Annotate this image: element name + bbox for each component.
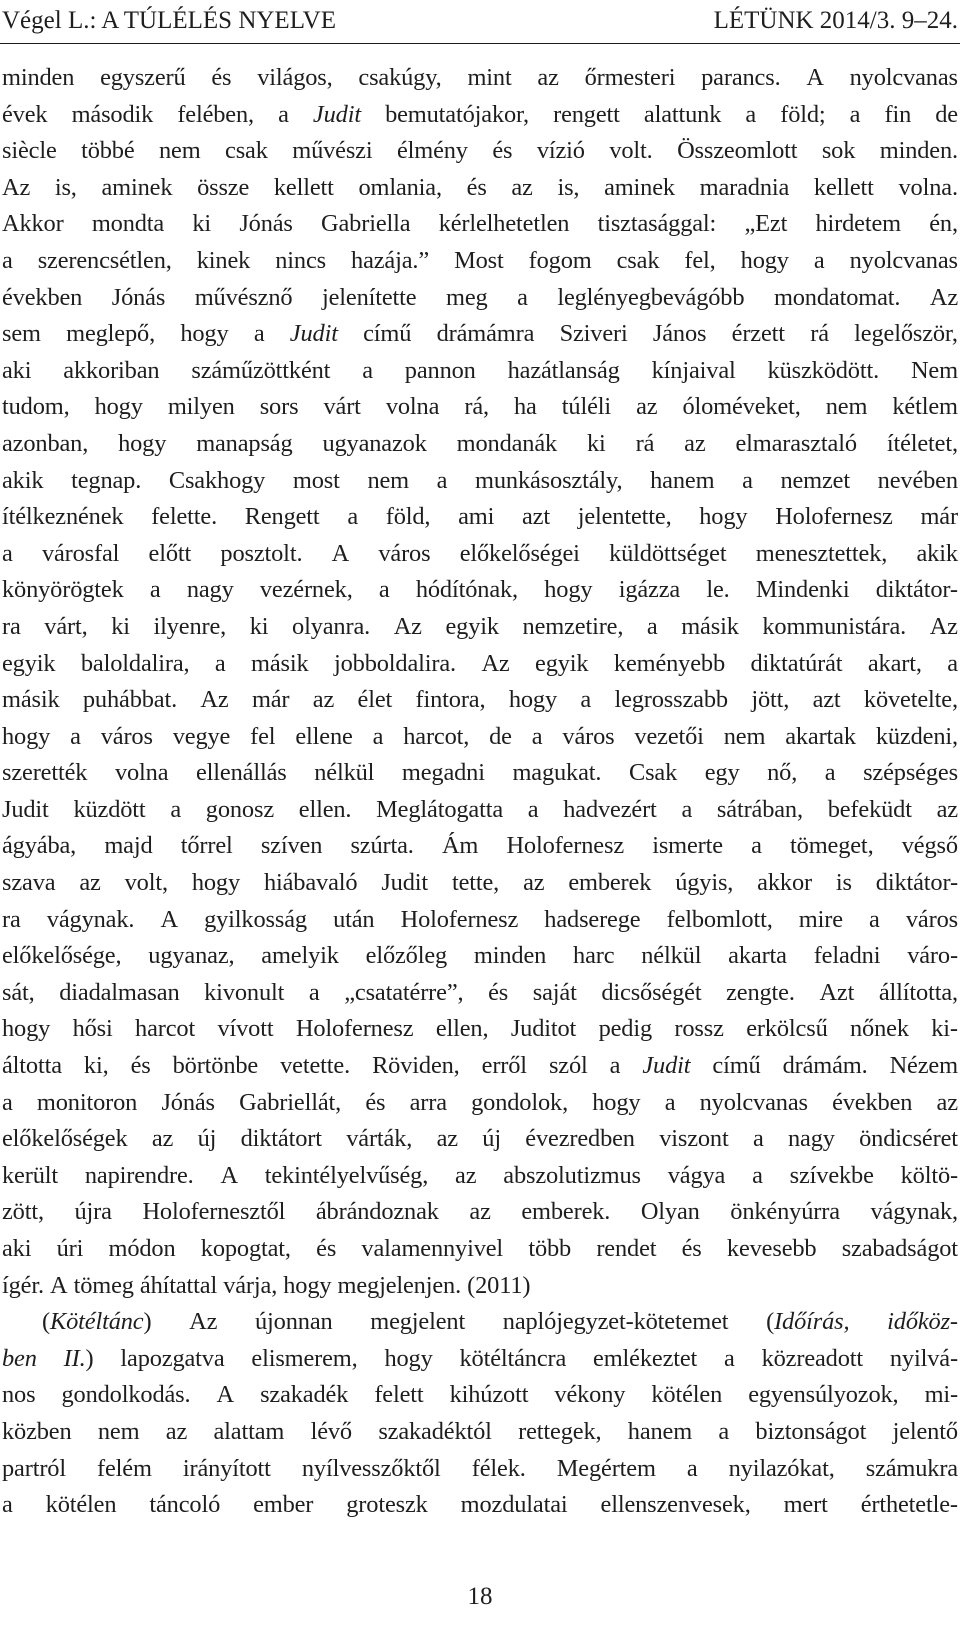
text-line: tudom, hogy milyen sors várt volna rá, ha túléli az óloméveket, nem kétlem — [2, 393, 958, 421]
text-line: szerették volna ellenállás nélkül megadni magukat. Csak egy nő, a szépséges — [2, 759, 958, 787]
text-line: ígér. A tömeg áhítattal várja, hogy megjelenjen. (2011) — [2, 1271, 531, 1299]
text-line: könyörögtek a nagy vezérnek, a hódítónak, hogy igázza le. Mindenki diktátor- — [2, 576, 958, 604]
running-header — [0, 6, 958, 42]
text-line: Akkor mondta ki Jónás Gabriella kérlelhetetlen tisztasággal: „Ezt hirdetem én, — [2, 210, 958, 238]
text-line: partról felém irányított nyílvesszőktől félek. Megértem a nyilazókat, számukra — [2, 1454, 958, 1482]
text-line: másik puhábbat. Az már az élet fintora, hogy a legrosszabb jött, azt követelte, — [2, 686, 958, 714]
header-journal-citation: LÉTÜNK 2014/3. 9–24. — [713, 7, 958, 34]
text-line: hogy a város vegye fel ellene a harcot, de a város vezetői nem akartak küzdeni, — [2, 722, 958, 750]
text-line: áltotta ki, és börtönbe vetette. Röviden, erről szól a Judit című drámám. Nézem — [2, 1052, 958, 1080]
text-line: sem meglepő, hogy a Judit című drámámra Sziveri János érzett rá legelőször, — [2, 320, 958, 348]
text-line: ítélkeznének felette. Rengett a föld, ami azt jelentette, hogy Holofernesz már — [2, 503, 958, 531]
text-line: hogy hősi harcot vívott Holofernesz ellen, Juditot pedig rossz erkölcsű nőnek ki- — [2, 1015, 958, 1043]
text-line: előkelőségek az új diktátort várták, az új évezredben viszont a nagy öndicséret — [2, 1125, 958, 1153]
paragraph — [2, 1304, 958, 1524]
text-line: siècle többé nem csak művészi élmény és vízió volt. Összeomlott sok minden. — [2, 137, 958, 165]
text-line: egyik baloldalira, a másik jobboldalira. Az egyik keményebb diktatúrát akart, a — [2, 649, 958, 677]
text-line: a monitoron Jónás Gabriellát, és arra gondolok, hogy a nyolcvanas években az — [2, 1088, 958, 1116]
text-line: sát, diadalmasan kivonult a „csatatérre”, és saját dicsőségét zengte. Azt állította, — [2, 978, 958, 1006]
text-line: években Jónás művésznő jelenítette meg a leglényegbevágóbb mondatomat. Az — [2, 283, 958, 311]
text-line: nos gondolkodás. A szakadék felett kihúzott vékony kötélen egyensúlyozok, mi- — [2, 1381, 958, 1409]
text-line: a szerencsétlen, kinek nincs hazája.” Most fogom csak fel, hogy a nyolcvanas — [2, 246, 958, 274]
text-line: minden egyszerű és világos, csakúgy, mint az őrmesteri parancs. A nyolcvanas — [2, 64, 958, 91]
text-line: zött, újra Holofernesztől ábrándoznak az emberek. Olyan önkényúrra vágynak, — [2, 1198, 958, 1226]
text-line: akik tegnap. Csakhogy most nem a munkásosztály, hanem a nemzet nevében — [2, 466, 958, 494]
paragraph — [2, 60, 958, 1304]
header-rule — [0, 43, 960, 44]
page-number: 18 — [467, 1583, 493, 1610]
text-line: ra vágynak. A gyilkosság után Holofernesz hadserege felbomlott, mire a város — [2, 905, 958, 933]
text-line: aki úri módon kopogtat, és valamennyivel több rendet és kevesebb szabadságot — [2, 1235, 958, 1262]
text-line: (Kötéltánc) Az újonnan megjelent naplójegyzet-kötetemet (Időírás, időköz- — [42, 1308, 958, 1336]
text-line: a városfal előtt posztolt. A város előkelőségei küldöttséget menesztettek, akik — [2, 539, 958, 567]
text-line: Judit küzdött a gonosz ellen. Meglátogatta a hadvezért a sátrában, befeküdt az — [2, 795, 958, 823]
text-line: közben nem az alattam lévő szakadéktól rettegek, hanem a biztonságot jelentő — [2, 1417, 958, 1445]
text-line: a kötélen táncoló ember groteszk mozdulatai ellenszenvesek, mert érthetetle- — [2, 1491, 958, 1519]
text-line: ágyába, majd tőrrel szíven szúrta. Ám Holofernesz ismerte a tömeget, végső — [2, 832, 958, 860]
text-line: előkelősége, ugyanaz, amelyik előzőleg minden harc nélkül akarta feladni váro- — [2, 942, 958, 970]
text-line: került napirendre. A tekintélyelvűség, az abszolutizmus vágya a szívekbe költö- — [2, 1161, 958, 1189]
text-line: évek második felében, a Judit bemutatójakor, rengett alattunk a föld; a fin de — [2, 100, 958, 128]
text-line: ra várt, ki ilyenre, ki olyanra. Az egyik nemzetire, a másik kommunistára. Az — [2, 612, 958, 640]
body-text — [2, 60, 958, 1524]
text-line: azonban, hogy manapság ugyanazok mondanák ki rá az elmarasztaló ítéletet, — [2, 429, 958, 457]
text-line: aki akkoriban száműzöttként a pannon hazátlanság kínjaival küszködött. Nem — [2, 356, 958, 384]
text-line: szava az volt, hogy hiábavaló Judit tette, az emberek úgyis, akkor is diktátor- — [2, 869, 958, 897]
text-line: Az is, aminek össze kellett omlania, és az is, aminek maradnia kellett volna. — [2, 173, 958, 201]
header-author-title: Végel L.: A TÚLÉLÉS NYELVE — [2, 7, 336, 34]
text-line: ben II.) lapozgatva elismerem, hogy kötéltáncra emlékeztet a közreadott nyilvá- — [2, 1344, 958, 1372]
